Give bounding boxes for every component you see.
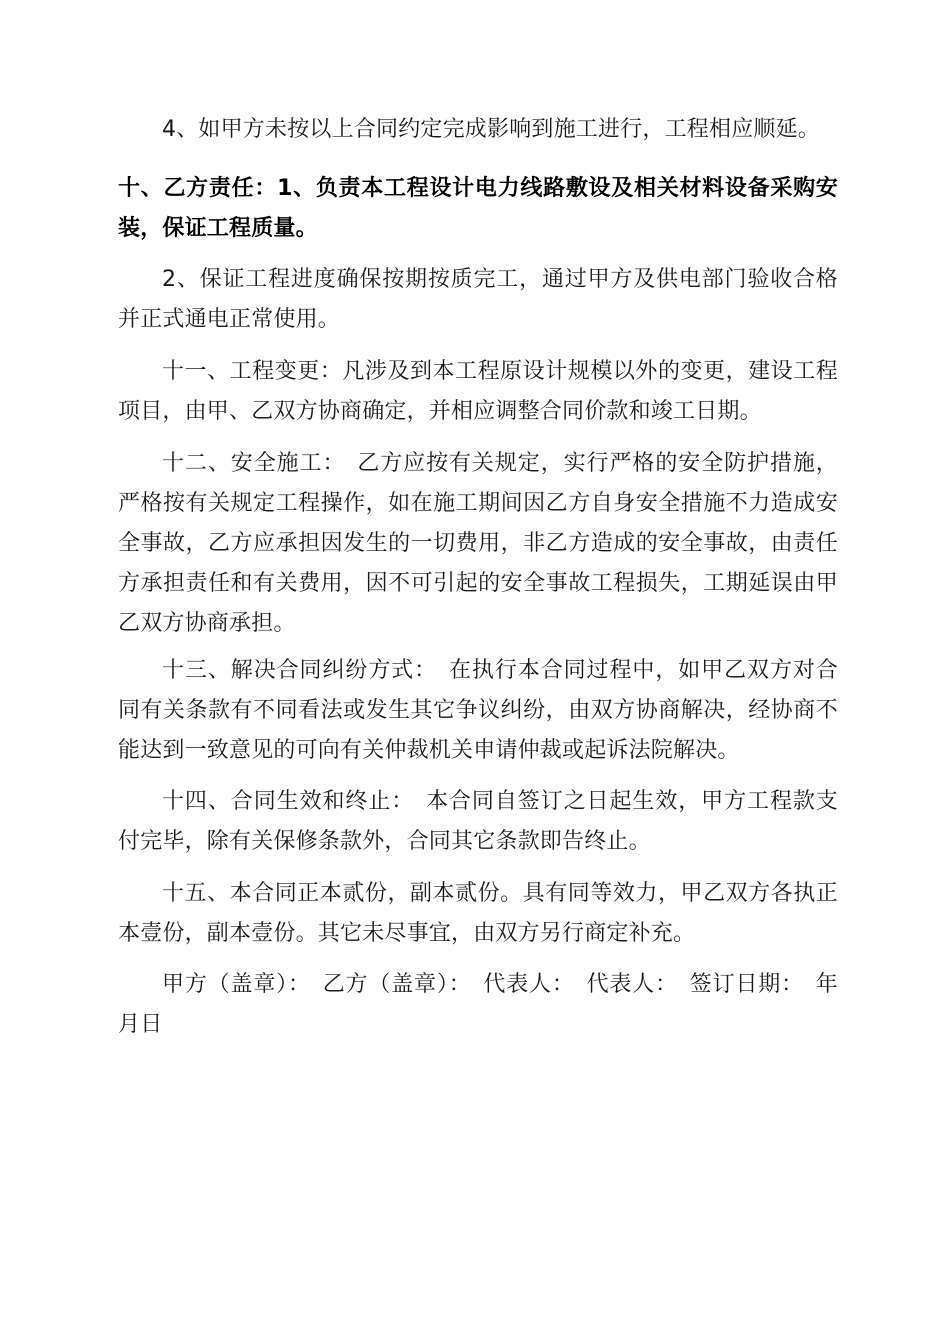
clause-11-engineering-change: 十一、工程变更：凡涉及到本工程原设计规模以外的变更，建设工程项目，由甲、乙双方协商确定，并相应调整合同价款和竣工日期。 <box>118 359 838 424</box>
clause-10-party-b-responsibility: 十、乙方责任：1、负责本工程设计电力线路敷设及相关材料设备采购安装，保证工程质量。 <box>118 176 838 241</box>
signature-line: 甲方（盖章）： 乙方（盖章）： 代表人： 代表人： 签订日期： 年月日 <box>118 972 838 1037</box>
clause-13-dispute-resolution: 十三、解决合同纠纷方式： 在执行本合同过程中，如甲乙双方对合同有关条款有不同看法或发生其它争议纠纷，由双方协商解决，经协商不能达到一致意见的可向有关仲裁机关申请仲裁或起诉法院解决。 <box>118 658 838 763</box>
clause-14-effect-termination: 十四、合同生效和终止： 本合同自签订之日起生效，甲方工程款支付完毕，除有关保修条款外，合同其它条款即告终止。 <box>118 789 838 854</box>
clause-4-delay: 4、如甲方未按以上合同约定完成影响到施工进行，工程相应顺延。 <box>162 117 820 142</box>
clause-12-safety: 十二、安全施工： 乙方应按有关规定，实行严格的安全防护措施，严格按有关规定工程操作，如在施工期间因乙方自身安全措施不力造成安全事故，乙方应承担因发生的一切费用，非乙方造成的安全事故，由责任方承担责任和有关费用，因不可引起的安全事故工程损失，工期延误由甲乙双方协商承担。 <box>118 451 838 636</box>
clause-15-copies: 十五、本合同正本贰份，副本贰份。具有同等效力，甲乙双方各执正本壹份，副本壹份。其它未尽事宜，由双方另行商定补充。 <box>118 881 838 946</box>
clause-10-item-2: 2、保证工程进度确保按期按质完工，通过甲方及供电部门验收合格并正式通电正常使用。 <box>118 267 838 332</box>
